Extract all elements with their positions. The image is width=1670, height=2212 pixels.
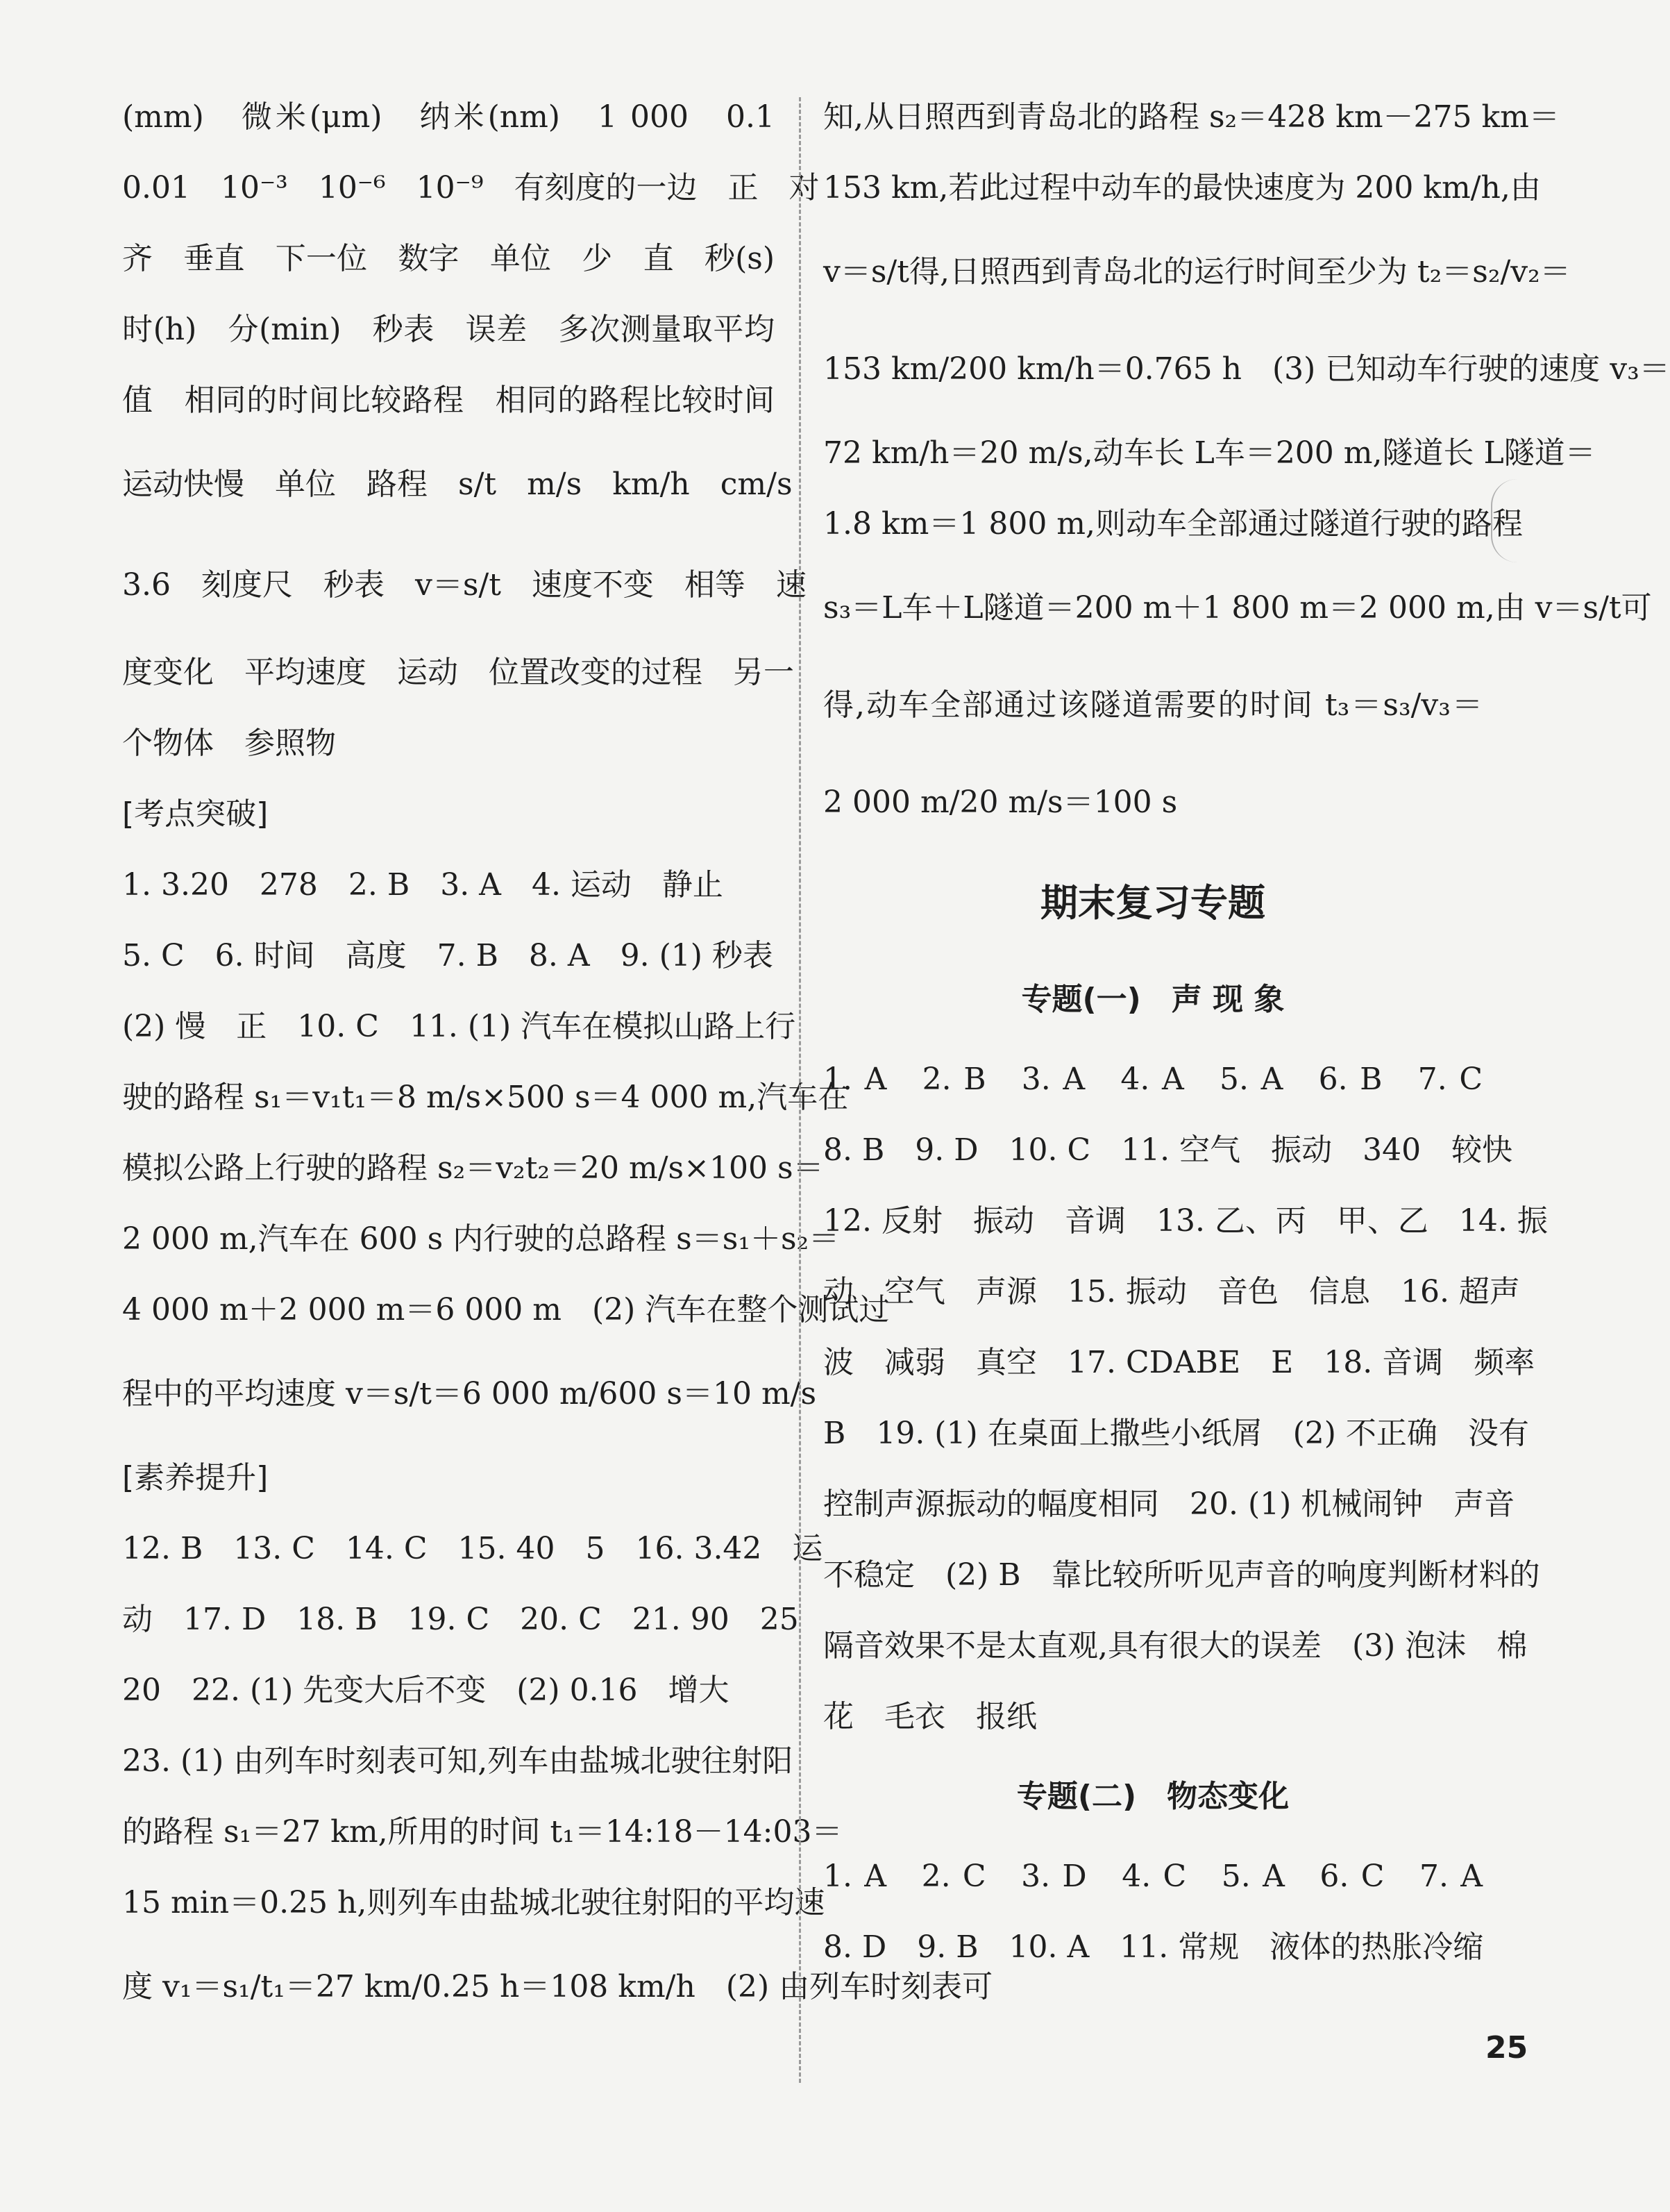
text-line: 驶的路程 s₁＝v₁t₁＝8 m/s×500 s＝4 000 m,汽车在: [122, 1080, 849, 1115]
text-line: 度变化 平均速度 运动 位置改变的过程 另一: [122, 655, 794, 690]
text-line: 齐 垂直 下一位 数字 单位 少 直 秒(s): [122, 241, 775, 276]
topic-title-sound: 专题(一) 声 现 象: [1021, 982, 1285, 1017]
text-line: 动 17. D 18. B 19. C 20. C 21. 90 25: [122, 1602, 799, 1637]
text-line: 花 毛衣 报纸: [823, 1699, 1037, 1734]
text-line: 1. A 2. C 3. D 4. C 5. A 6. C 7. A: [823, 1859, 1483, 1894]
section-heading-kaodian: [考点突破]: [122, 796, 269, 832]
text-line: 个物体 参照物: [122, 726, 336, 761]
text-line: 的路程 s₁＝27 km,所用的时间 t₁＝14:18－14:03＝: [122, 1814, 843, 1850]
text-line: 3.6 刻度尺 秒表 v＝s/t 速度不变 相等 速: [122, 567, 807, 603]
text-line: 5. C 6. 时间 高度 7. B 8. A 9. (1) 秒表: [122, 938, 773, 973]
text-line: B 19. (1) 在桌面上撒些小纸屑 (2) 不正确 没有: [823, 1416, 1529, 1451]
text-line: 波 减弱 真空 17. CDABE E 18. 音调 频率: [823, 1345, 1535, 1380]
text-line: 153 km,若此过程中动车的最快速度为 200 km/h,由: [823, 170, 1541, 206]
section-heading-suyang: [素养提升]: [122, 1460, 269, 1495]
text-line: 不稳定 (2) B 靠比较所听见声音的响度判断材料的: [823, 1557, 1540, 1593]
text-line: 1. A 2. B 3. A 4. A 5. A 6. B 7. C: [823, 1062, 1483, 1097]
text-line: 12. 反射 振动 音调 13. 乙、丙 甲、乙 14. 振: [823, 1203, 1548, 1239]
text-line: 15 min＝0.25 h,则列车由盐城北驶往射阳的平均速: [122, 1885, 825, 1920]
text-line: v＝s/t得,日照西到青岛北的运行时间至少为 t₂＝s₂/v₂＝: [823, 254, 1571, 290]
text-line: 0.01 10⁻³ 10⁻⁶ 10⁻⁹ 有刻度的一边 正 对: [122, 170, 820, 206]
text-line: 2 000 m,汽车在 600 s 内行驶的总路程 s＝s₁＋s₂＝: [122, 1221, 840, 1257]
text-line: 1.8 km＝1 800 m,则动车全部通过隧道行驶的路程: [823, 506, 1524, 542]
topic-title-phase-change: 专题(二) 物态变化: [1016, 1779, 1290, 1814]
column-divider: [799, 97, 801, 2083]
text-line: 8. D 9. B 10. A 11. 常规 液体的热胀冷缩: [823, 1929, 1484, 1965]
page-edge-mark: [1491, 479, 1517, 562]
review-title: 期末复习专题: [1040, 881, 1265, 925]
text-line: 得,动车全部通过该隧道需要的时间 t₃＝s₃/v₃＝: [823, 687, 1483, 723]
text-line: 值 相同的时间比较路程 相同的路程比较时间: [122, 383, 775, 418]
page-number: 25: [1485, 2030, 1528, 2066]
text-line: 时(h) 分(min) 秒表 误差 多次测量取平均: [122, 312, 775, 347]
text-line: 20 22. (1) 先变大后不变 (2) 0.16 增大: [122, 1673, 729, 1708]
text-line: 度 v₁＝s₁/t₁＝27 km/0.25 h＝108 km/h (2) 由列车时刻表可: [122, 1969, 993, 2004]
text-line: 153 km/200 km/h＝0.765 h (3) 已知动车行驶的速度 v₃＝: [823, 351, 1670, 387]
text-line: 运动快慢 单位 路程 s/t m/s km/h cm/s: [122, 467, 793, 502]
text-line: 模拟公路上行驶的路程 s₂＝v₂t₂＝20 m/s×100 s＝: [122, 1150, 824, 1186]
text-line: 动 空气 声源 15. 振动 音色 信息 16. 超声: [823, 1274, 1520, 1309]
text-line: 4 000 m＋2 000 m＝6 000 m (2) 汽车在整个测试过: [122, 1292, 890, 1327]
text-line: (mm) 微米(μm) 纳米(nm) 1 000 0.1: [122, 99, 775, 135]
text-line: s₃＝L车＋L隧道＝200 m＋1 800 m＝2 000 m,由 v＝s/t可: [823, 590, 1652, 626]
text-line: 程中的平均速度 v＝s/t＝6 000 m/600 s＝10 m/s: [122, 1376, 817, 1411]
text-line: 12. B 13. C 14. C 15. 40 5 16. 3.42 运: [122, 1531, 823, 1566]
text-line: 控制声源振动的幅度相同 20. (1) 机械闹钟 声音: [823, 1486, 1515, 1522]
text-line: 隔音效果不是太直观,具有很大的误差 (3) 泡沫 棉: [823, 1628, 1528, 1664]
text-line: 23. (1) 由列车时刻表可知,列车由盐城北驶往射阳: [122, 1743, 793, 1779]
text-line: (2) 慢 正 10. C 11. (1) 汽车在模拟山路上行: [122, 1009, 796, 1044]
right-column: [823, 82, 1670, 1983]
text-line: 1. 3.20 278 2. B 3. A 4. 运动 静止: [122, 867, 723, 903]
text-line: 知,从日照西到青岛北的路程 s₂＝428 km－275 km＝: [823, 99, 1560, 135]
text-line: 2 000 m/20 m/s＝100 s: [823, 785, 1178, 820]
text-line: 8. B 9. D 10. C 11. 空气 振动 340 较快: [823, 1132, 1513, 1168]
text-line: 72 km/h＝20 m/s,动车长 L车＝200 m,隧道长 L隧道＝: [823, 435, 1596, 471]
